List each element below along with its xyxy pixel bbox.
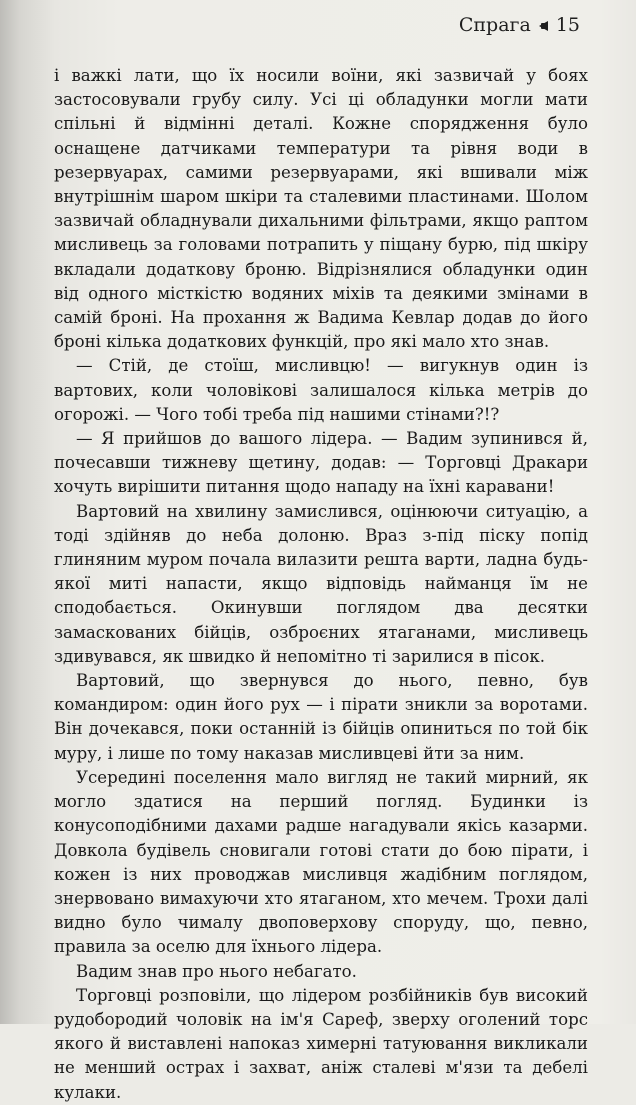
paragraph: Вадим знав про нього небагато. (76, 961, 357, 981)
paragraph: Вартовий на хвилину замислився, оцінюючи ситуацію, а тоді здійняв до неба долоню. Враз з-під піску попід глиняним муром почала вилазити решта варти, ладна будь-якої миті напасти, якщо відповідь найманця їм не сподобається. Окинувши поглядом два десятки замаскованих бійців, озброєних ятаганами, мисливець здивувався, як швидко й непомітно ті зарилися в пісок. (54, 501, 588, 666)
paragraph: Вартовий, що звернувся до нього, певно, був командиром: один його рух — і пірати зникли за воротами. Він дочекався, поки останній із бійців опиниться по той бік муру, і лише по тому наказав мисливцеві йти за ним. (54, 671, 588, 763)
running-header (459, 14, 580, 36)
paragraph: і важкі лати, що їх носили воїни, які зазвичай у боях застосовували грубу силу. Усі ці обладунки могли мати спільні й відмінні деталі. Кожне спорядження було оснащене датчиками температури та рівня води в резервуарах, самими резервуарами, які вшивали між внутрішнім шаром шкіри та сталевими пластинами. Шолом зазвичай обладнували дихальними фільтрами, якщо раптом мисливець за головами потрапить у піщану бурю, під шкіру вкладали додаткову броню. Відрізнялися обладунки один від одного місткістю водяних міхів та деякими змінами в самій броні. На прохання ж Вадима Кевлар додав до його броні кілька додаткових функцій, про які мало хто знав. (54, 66, 588, 352)
paragraph: Усередині поселення мало вигляд не такий мирний, як могло здатися на перший погляд. Будинки із конусоподібними дахами радше нагадували якісь казарми. Довкола будівель сновигали готові стати до бою пірати, і кожен із них проводжав мисливця жадібним поглядом, знервовано вимахуючи хто ятаганом, хто мечем. Трохи далі видно було чималу двоповерхову споруду, що, певно, правила за оселю для їхнього лідера. (54, 767, 588, 957)
running-title: Спрага (458, 14, 531, 36)
page-number: 15 (555, 14, 580, 36)
bullet-marker-icon (539, 21, 548, 31)
paragraph: Торговці розповіли, що лідером розбійників був високий рудобородий чоловік на ім'я Сареф, зверху оголений торс якого й виставлені напоказ химерні татуювання викликали не менший острах і захват, аніж сталеві м'язи та дебелі кулаки. (54, 985, 588, 1102)
paragraph: — Стій, де стоїш, мисливцю! — вигукнув один із вартових, коли чоловікові залишалося кілька метрів до огорожі. — Чого тобі треба під нашими стінами?!? (54, 356, 588, 424)
body-text (54, 64, 588, 1105)
paragraph: — Я прийшов до вашого лідера. — Вадим зупинився й, почесавши тижневу щетину, додав: — Торговці Дракари хочуть вирішити питання щодо нападу на їхні каравани! (54, 429, 588, 497)
